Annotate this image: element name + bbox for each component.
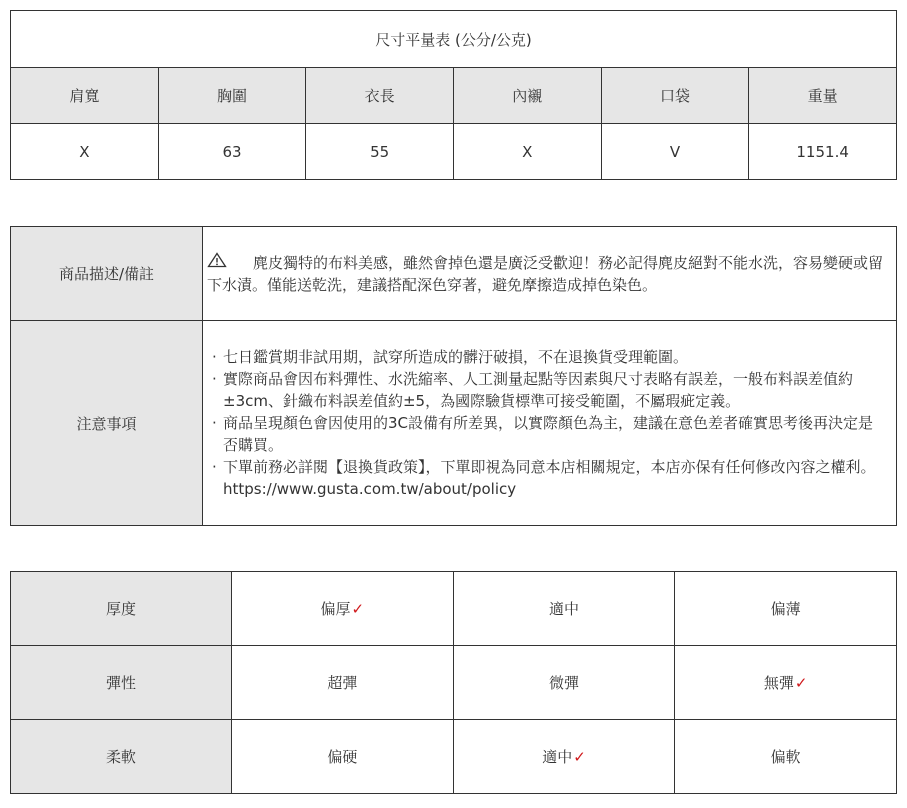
fabric-option: 無彈✓ [675, 646, 897, 720]
size-header-lining: 內襯 [453, 68, 601, 124]
notes-list [207, 346, 888, 500]
fabric-row-elasticity [11, 646, 897, 720]
fabric-option: 適中 [453, 572, 675, 646]
size-value-chest: 63 [158, 124, 306, 180]
size-table-title: 尺寸平量表 (公分/公克) [11, 11, 897, 68]
fabric-label-thickness: 厚度 [11, 572, 232, 646]
size-header-weight: 重量 [749, 68, 897, 124]
size-value-length: 55 [306, 124, 454, 180]
size-value-weight: 1151.4 [749, 124, 897, 180]
size-table [10, 10, 897, 180]
notes-item: · 商品呈現顏色會因使用的3C設備有所差異，以實際顏色為主，建議在意色差者確實思考後再決定是否購買。 [207, 412, 888, 456]
fabric-option: 偏厚✓ [232, 572, 454, 646]
fabric-row-softness [11, 720, 897, 794]
check-mark-icon: ✓ [794, 674, 808, 692]
notes-item: · 下單前務必詳閱【退換貨政策】，下單即視為同意本店相關規定，本店亦保有任何修改內容之權利。https://www.gusta.com.tw/about/policy [207, 456, 888, 500]
fabric-option: 偏薄 [675, 572, 897, 646]
notes-content [203, 321, 897, 526]
check-mark-icon: ✓ [351, 600, 365, 618]
check-mark-icon: ✓ [573, 748, 586, 766]
notes-label: 注意事項 [11, 321, 203, 526]
fabric-option: 適中✓ [453, 720, 675, 794]
description-label: 商品描述/備註 [11, 227, 203, 321]
fabric-option: 偏軟 [675, 720, 897, 794]
size-value-lining: X [453, 124, 601, 180]
notes-item: · 實際商品會因布料彈性、水洗縮率、人工測量起點等因素與尺寸表略有誤差，一般布料誤差值約±3cm、針織布料誤差值約±5，為國際驗貨標準可接受範圍，不屬瑕疵定義。 [207, 368, 888, 412]
product-info-table [10, 226, 897, 526]
fabric-row-thickness [11, 572, 897, 646]
fabric-properties-table [10, 571, 897, 794]
size-header-pocket: 口袋 [601, 68, 749, 124]
description-content [203, 227, 897, 321]
description-text: 麂皮獨特的布料美感，雖然會掉色還是廣泛受歡迎！務必記得麂皮絕對不能水洗，容易變硬或留下水漬。僅能送乾洗，建議搭配深色穿著，避免摩擦造成掉色染色。 [207, 253, 884, 294]
notes-item: · 七日鑑賞期非試用期，試穿所造成的髒汙破損，不在退換貨受理範圍。 [207, 346, 888, 368]
warning-triangle-icon [207, 252, 229, 274]
size-header-length: 衣長 [306, 68, 454, 124]
fabric-label-elasticity: 彈性 [11, 646, 232, 720]
fabric-option: 超彈 [232, 646, 454, 720]
size-header-chest: 胸圍 [158, 68, 306, 124]
fabric-label-softness: 柔軟 [11, 720, 232, 794]
fabric-option: 偏硬 [232, 720, 454, 794]
size-value-pocket: V [601, 124, 749, 180]
size-header-shoulder: 肩寬 [11, 68, 159, 124]
size-value-shoulder: X [11, 124, 159, 180]
fabric-option: 微彈 [453, 646, 675, 720]
